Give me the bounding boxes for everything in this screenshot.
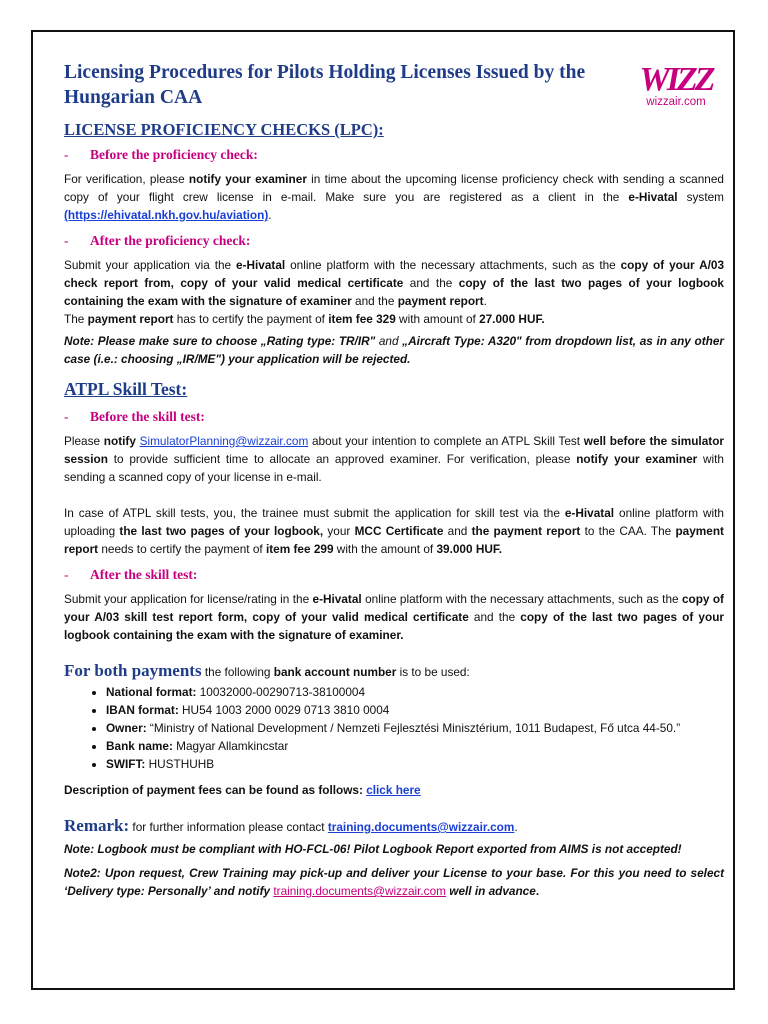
lpc-before-heading: - Before the proficiency check:	[64, 147, 258, 162]
note-logbook: Note: Logbook must be compliant with HO-FCL-06! Pilot Logbook Report exported from AIMS is not accepted!	[64, 842, 682, 856]
atpl-after-heading: - After the skill test:	[64, 567, 198, 582]
lpc-before-text: For verification, please notify your examiner in time about the upcoming license proficiency check with sending a scanned copy of your flight crew license in e-mail. Make sure you are registered as a client in the e-Hivatal system (https://ehivatal.nkh.gov.hu/aviation).	[64, 172, 724, 222]
payment-fees-description: Description of payment fees can be found as follows: click here	[64, 783, 421, 797]
bank-details-list	[64, 683, 724, 773]
atpl-after-text: Submit your application for license/rating in the e-Hivatal online platform with the necessary attachments, such as the copy of your A/03 skill test report form, copy of your valid medical certificate and the copy of the last two pages of your logbook containing the exam with the signature of examiner.	[64, 592, 724, 642]
list-item: • Owner: “Ministry of National Development / Nemzeti Fejlesztési Minisztérium, 1011 Budapest, Fő utca 44-50.”	[106, 719, 724, 737]
ehivatal-link[interactable]: (https://ehivatal.nkh.gov.hu/aviation)	[64, 208, 269, 222]
simulator-planning-email-link[interactable]: SimulatorPlanning@wizzair.com	[139, 434, 309, 448]
atpl-heading: ATPL Skill Test:	[64, 379, 188, 399]
click-here-link[interactable]: click here	[366, 783, 421, 797]
lpc-heading: LICENSE PROFICIENCY CHECKS (LPC):	[64, 120, 384, 139]
training-documents-email-link-2[interactable]: training.documents@wizzair.com	[273, 884, 446, 898]
logo-url: wizzair.com	[646, 96, 706, 108]
atpl-before-heading: - Before the skill test:	[64, 409, 205, 424]
atpl-application-text: In case of ATPL skill tests, you, the trainee must submit the application for skill test via the e-Hivatal online platform with uploading the last two pages of your logbook, your MCC Certificate and the payment report to the CAA. The payment report needs to certify the payment of item fee 299 with the amount of 39.000 HUF.	[64, 506, 724, 556]
document-page	[31, 30, 735, 990]
list-item: • National format: 10032000-00290713-38100004	[106, 683, 724, 701]
atpl-before-text: Please notify SimulatorPlanning@wizzair.com about your intention to complete an ATPL Skill Test well before the simulator session to provide sufficient time to allocate an approved examiner. For verification, please notify your examiner with sending a scanned copy of your license in e-mail.	[64, 434, 724, 484]
list-item: • Bank name: Magyar Allamkincstar	[106, 737, 724, 755]
remark-line: Remark: for further information please contact training.documents@wizzair.com.	[64, 816, 518, 835]
lpc-after-heading: - After the proficiency check:	[64, 233, 251, 248]
payments-intro: For both payments the following bank account number is to be used:	[64, 661, 470, 680]
document-content	[64, 60, 724, 900]
lpc-note: Note: Please make sure to choose „Rating type: TR/IR" and „Aircraft Type: A320" from dropdown list, as in any other case (i.e.: choosing „IR/ME") your application will be rejected.	[64, 334, 724, 366]
lpc-after-text: Submit your application via the e-Hivatal online platform with the necessary attachments, such as the copy of your A/03 check report from, copy of your valid medical certificate and the copy of the last two pages of your logbook containing the exam with the signature of examiner and the payment report. The payment report has to certify the payment of item fee 329 with amount of 27.000 HUF.	[64, 258, 725, 326]
page-title: Licensing Procedures for Pilots Holding Licenses Issued by the Hungarian CAA	[64, 62, 586, 108]
list-item: • SWIFT: HUSTHUHB	[106, 755, 724, 773]
note-delivery: Note2: Upon request, Crew Training may pick-up and deliver your License to your base. For this you need to select ‘Delivery type: Personally’ and notify training.documents@wizzair.com well in advance.	[64, 866, 724, 898]
wizz-logo-mark: WIZZ	[639, 61, 713, 98]
list-item: • IBAN format: HU54 1003 2000 0029 0713 3810 0004	[106, 701, 724, 719]
training-documents-email-link[interactable]: training.documents@wizzair.com	[327, 820, 515, 834]
